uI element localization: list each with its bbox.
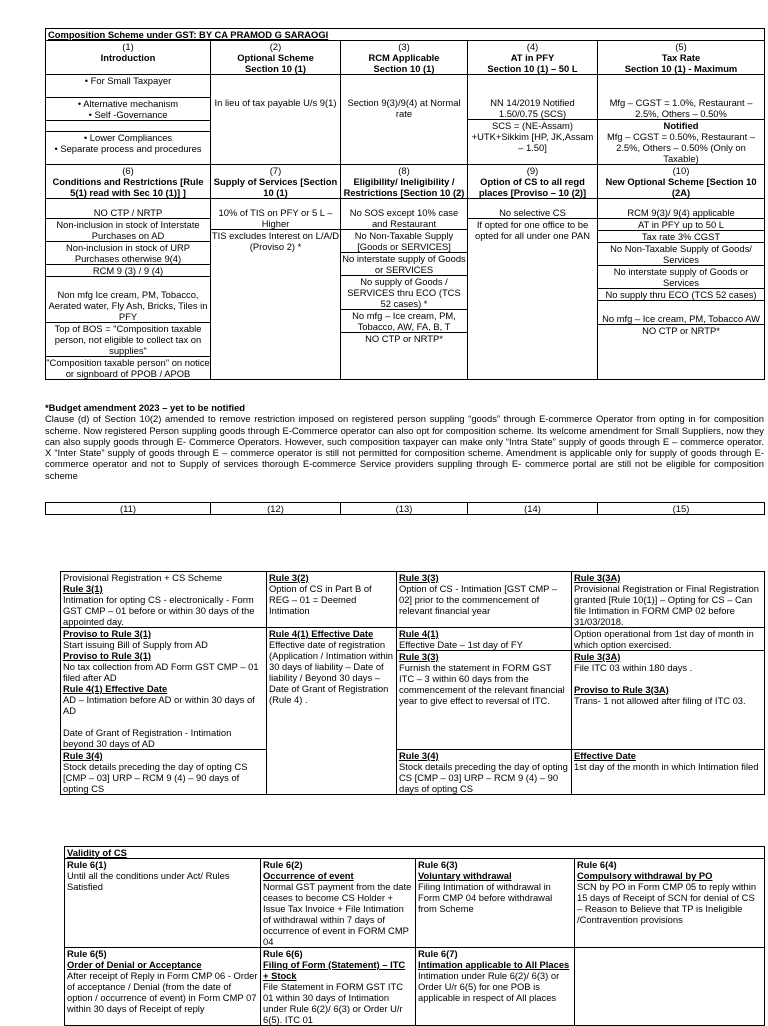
rule-6-1-cell: Rule 6(1) Until all the conditions under Act/ Rules Satisfied bbox=[65, 859, 261, 948]
content-row-2 bbox=[46, 199, 765, 380]
rules-col2-mid: Rule 4(1) Effective Date Effective date of registration (Application / Intimation within 30 days of liability – Date of liability / Beyond 30 days – Date of Grant of Registration (Rule 4) . bbox=[267, 628, 397, 795]
validity-row-1 bbox=[65, 859, 765, 948]
col-header-10: (10) New Optional Scheme [Section 10 (2A) bbox=[598, 165, 765, 199]
rules-col2-top: Rule 3(2) Option of CS in Part B of REG – 01 = Deemed Intimation bbox=[267, 572, 397, 628]
col-number-12: (12) bbox=[211, 503, 341, 515]
budget-note bbox=[45, 402, 764, 481]
col-header-8: (8) Eligibility/ Ineligibility / Restrictions [Section 10 (2) bbox=[341, 165, 468, 199]
rules-row-3 bbox=[61, 750, 765, 795]
rules-col3-bottom: Rule 3(4) Stock details preceding the day of opting CS [CMP – 03] URP – RCM 9 (4) – 90 days of opting CS bbox=[397, 750, 572, 795]
budget-note-body: Clause (d) of Section 10(2) amended to remove restriction imposed on registered person suppling “goods” through E-commerce Operator from opting in for composition scheme. Now registered Person suppling goods through E-Commerce operator can also opt for composition scheme. Its welcome amendment for Small Suppliers, now they can also supply goods through E- Commerce Operators. However, such composition taxpayer can make only “Intra State” supply of goods through E – commerce operator. X “Inter State” supply of goods through E – commerce operator is still not permitted for composition scheme. Amendment is applicable only for supply of goods through E-commerce operator and not to Supply of services thorough E-commerce Service providers suppling through E- commerce portal are still not be eligible for composition scheme bbox=[45, 413, 764, 481]
rules-col3-mid: Rule 4(1) Effective Date – 1st day of FY Rule 3(3) Furnish the statement in FORM GST ITC – 3 within 60 days from the commencement of the relevant financial year to give effect to reversal of ITC. bbox=[397, 628, 572, 750]
col-header-5: (5) Tax Rate Section 10 (1) - Maximum bbox=[598, 41, 765, 75]
composition-table bbox=[45, 28, 765, 380]
optional-scheme-cell: In lieu of tax payable U/s 9(1) bbox=[211, 75, 341, 165]
rule-6-4-cell: Rule 6(4) Compulsory withdrawal by PO SCN by PO in Form CMP 05 to reply within 15 days of Receipt of SCN for denial of CS – Reason to Believe that TP is Ineligible /Contravention provisions bbox=[575, 859, 765, 948]
rules-col4-top: Rule 3(3A) Provisional Registration or Final Registration granted [Rule 10(1)] – Opting for CS – Can file Intimation in FORM CMP 02 before 31/03/2018. bbox=[572, 572, 765, 628]
rcm-cell: Section 9(3)/9(4) at Normal rate bbox=[341, 75, 468, 165]
header-row-2 bbox=[46, 165, 765, 199]
eligibility-cell: No SOS except 10% case and Restaurant No Non-Taxable Supply [Goods or SERVICES] No interstate supply of Goods or SERVICES No supply of Goods / SERVICES thru ECO (TCS 52 cases) * No mfg – Ice cream, PM, Tobacco, AW, FA, B, T NO CTP or NRTP* bbox=[341, 199, 468, 380]
new-scheme-cell: RCM 9(3)/ 9(4) applicable AT in PFY up to 50 L Tax rate 3% CGST No Non-Taxable Supply of Goods/ Services No interstate supply of Goods or Services No supply thru ECO (TCS 52 cases) No mfg – Ice cream, PM, Tobacco AW NO CTP or NRTP* bbox=[598, 199, 765, 380]
col-number-14: (14) bbox=[468, 503, 598, 515]
conditions-cell: NO CTP / NRTP Non-inclusion in stock of Interstate Purchases on AD Non-inclusion in stock of URP Purchases otherwise 9(4) RCM 9 (3) / 9 (4) Non mfg Ice cream, PM, Tobacco, Aerated water, Fly Ash, Bricks, Tiles in PFY Top of BOS = "Composition taxable person, not eligible to collect tax on supplies" "Composition taxable person" on notice or signboard of PPOB / APOB bbox=[46, 199, 211, 380]
intro-cell: • For Small Taxpayer • Alternative mechanism • Self -Governance • Lower Compliances • Separate process and procedures bbox=[46, 75, 211, 165]
rules-row-1 bbox=[61, 572, 765, 628]
rules-row-2 bbox=[61, 628, 765, 750]
col-header-9: (9) Option of CS to all regd places [Proviso – 10 (2)] bbox=[468, 165, 598, 199]
validity-row-2 bbox=[65, 948, 765, 1026]
validity-title: Validity of CS bbox=[65, 847, 765, 859]
supply-services-cell: 10% of TIS on PFY or 5 L – Higher TIS excludes Interest on L/A/D (Proviso 2) * bbox=[211, 199, 341, 380]
document-title: Composition Scheme under GST: BY CA PRAMOD G SARAOGI bbox=[46, 29, 765, 41]
rule-6-3-cell: Rule 6(3) Voluntary withdrawal Filing Intimation of withdrawal in Form CMP 04 before withdrawal from Scheme bbox=[416, 859, 575, 948]
col-number-11: (11) bbox=[46, 503, 211, 515]
content-row-1 bbox=[46, 75, 765, 165]
rules-col4-bottom: Effective Date 1st day of the month in which Intimation filed bbox=[572, 750, 765, 795]
tax-rate-cell: Mfg – CGST = 1.0%, Restaurant – 2.5%, Others – 0.50% Notified Mfg – CGST = 0.50%, Restaurant – 2.5%, Others – 0.50% (Only on Taxable) bbox=[598, 75, 765, 165]
rule-6-6-cell: Rule 6(6) Filing of Form (Statement) – ITC + Stock File Statement in FORM GST ITC 01 within 30 days of Intimation under Rule 6(2)/ 6(3) or Order U/r 6(5). ITC 01 bbox=[261, 948, 416, 1026]
col-header-7: (7) Supply of Services [Section 10 (1) bbox=[211, 165, 341, 199]
rule-empty-cell bbox=[575, 948, 765, 1026]
rules-col1-mid: Proviso to Rule 3(1) Start issuing Bill of Supply from AD Proviso to Rule 3(1) No tax collection from AD Form GST CMP – 01 filed after AD Rule 4(1) Effective Date AD – Intimation before AD or within 30 days of AD Date of Grant of Registration - Intimation beyond 30 days of AD bbox=[61, 628, 267, 750]
rules-col1-bottom: Rule 3(4) Stock details preceding the day of opting CS [CMP – 03] URP – RCM 9 (4) – 90 days of opting CS bbox=[61, 750, 267, 795]
budget-note-heading: *Budget amendment 2023 – yet to be notified bbox=[45, 402, 246, 413]
validity-table bbox=[64, 846, 765, 1026]
rules-table bbox=[60, 571, 765, 795]
header-row-1 bbox=[46, 41, 765, 75]
at-in-pfy-cell: NN 14/2019 Notified 1.50/0.75 (SCS) SCS = (NE-Assam) +UTK+Sikkim [HP, JK,Assam – 1.50] bbox=[468, 75, 598, 165]
col-header-2: (2) Optional Scheme Section 10 (1) bbox=[211, 41, 341, 75]
rules-col4-mid: Option operational from 1st day of month in which option exercised. Rule 3(3A) File ITC 03 within 180 days . Proviso to Rule 3(3A) Trans- 1 not allowed after filing of ITC 03. bbox=[572, 628, 765, 750]
col-header-3: (3) RCM Applicable Section 10 (1) bbox=[341, 41, 468, 75]
option-all-places-cell: No selective CS If opted for one office to be opted for all under one PAN bbox=[468, 199, 598, 380]
rules-col3-top: Rule 3(3) Option of CS - Intimation [GST CMP – 02] prior to the commencement of relevant financial year bbox=[397, 572, 572, 628]
col-header-1: (1) Introduction bbox=[46, 41, 211, 75]
col-header-6: (6) Conditions and Restrictions [Rule 5(1) read with Sec 10 (1)] ] bbox=[46, 165, 211, 199]
col-number-13: (13) bbox=[341, 503, 468, 515]
rules-col1-top: Provisional Registration + CS Scheme Rule 3(1) Intimation for opting CS - electronically - Form GST CMP – 01 before or within 30 days of the appointed day. bbox=[61, 572, 267, 628]
rule-6-5-cell: Rule 6(5) Order of Denial or Acceptance After receipt of Reply in Form CMP 06 - Order of acceptance / Denial (from the date of option / occurrence of event) in Form CMP 07 within 30 days of Receipt of reply bbox=[65, 948, 261, 1026]
rule-6-7-cell: Rule 6(7) Intimation applicable to All Places Intimation under Rule 6(2)/ 6(3) or Order U/r 6(5) for one POB is applicable in respect of All places bbox=[416, 948, 575, 1026]
column-number-row bbox=[45, 502, 765, 515]
rule-6-2-cell: Rule 6(2) Occurrence of event Normal GST payment from the date ceases to become CS Holder + Issue Tax Invoice + File Intimation of withdrawal within 7 days of occurrence of event in FORM CMP 04 bbox=[261, 859, 416, 948]
col-header-4: (4) AT in PFY Section 10 (1) – 50 L bbox=[468, 41, 598, 75]
col-number-15: (15) bbox=[598, 503, 765, 515]
